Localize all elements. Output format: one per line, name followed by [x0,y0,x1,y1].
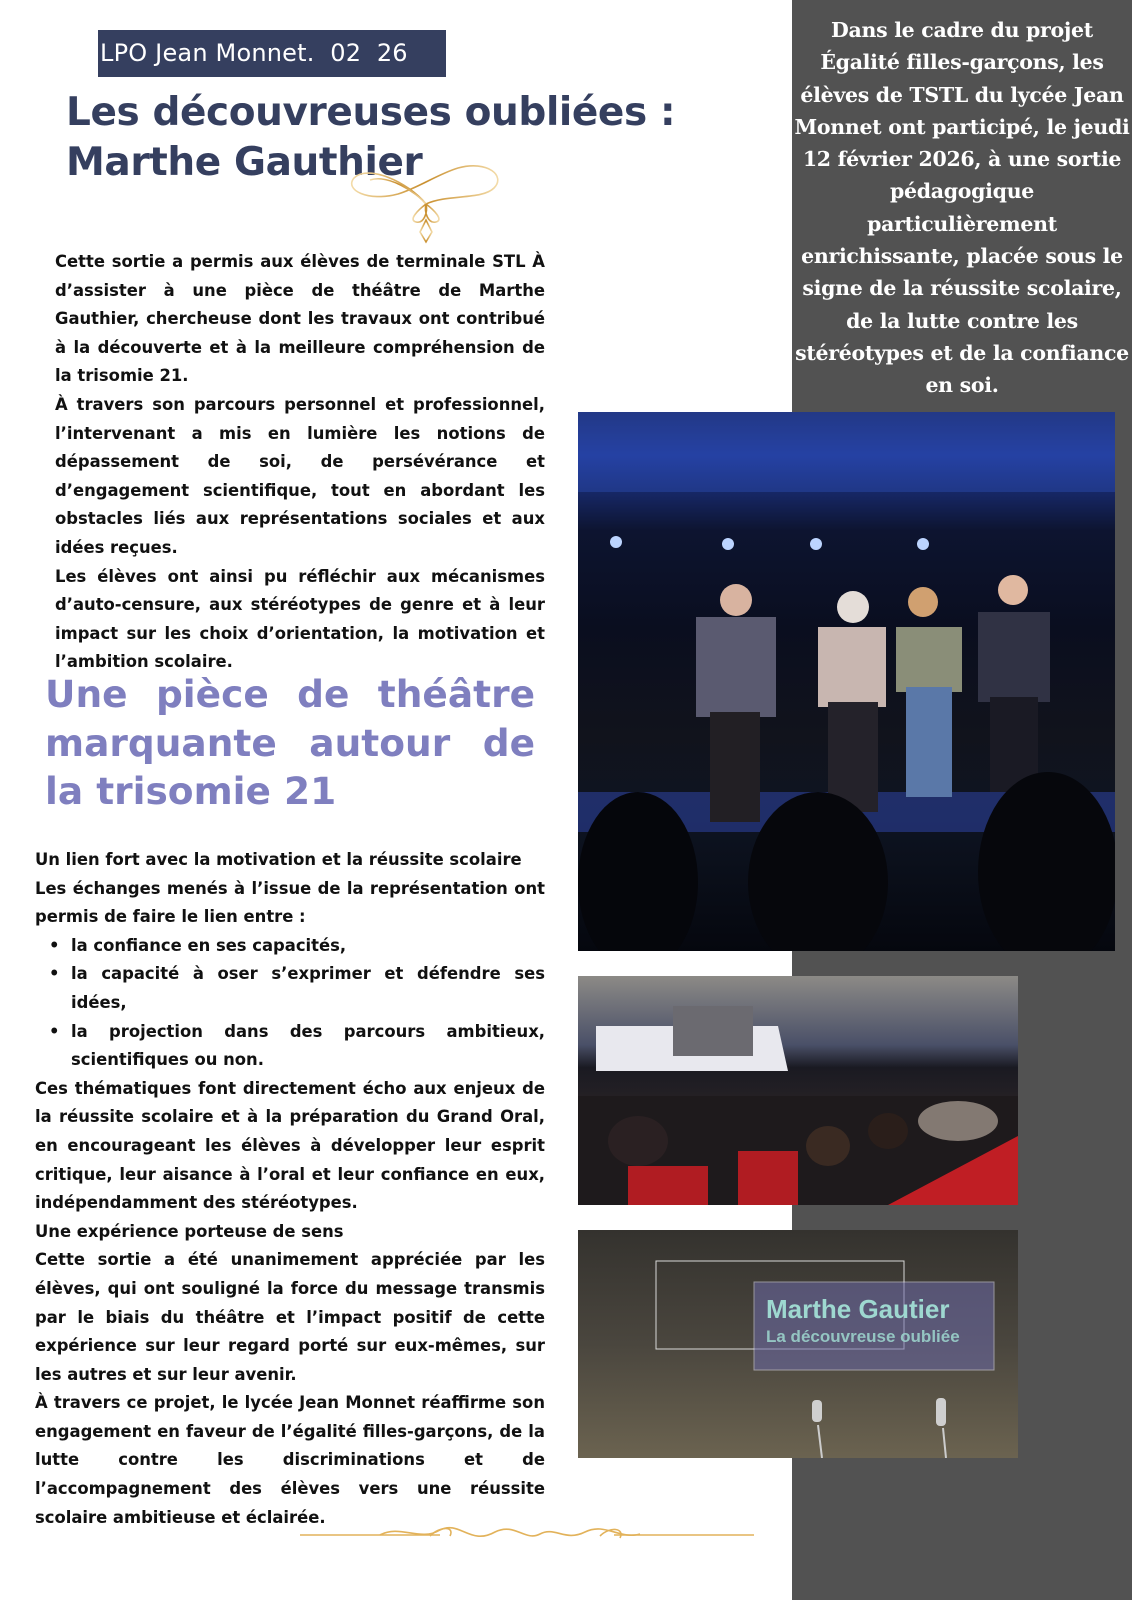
article-block-2 [35,846,545,1532]
list-item: • la projection dans des parcours ambitieux, scientifiques ou non. [71,1018,545,1075]
paragraph: Cette sortie a été unanimement appréciée par les élèves, qui ont souligné la force du message transmis par le biais du théâtre et l’impact positif de cette expérience sur leur regard porté sur eux-mêmes, sur les autres et sur leur avenir. [35,1250,545,1384]
list-item: • la confiance en ses capacités, [71,932,545,961]
intro-panel-text: Dans le cadre du projet Égalité filles-garçons, les élèves de TSTL du lycée Jean Monnet ont participé, le jeudi 12 février 2026, à une sortie pédagogique particulièrement enrichissante, placée sous le signe de la réussite scolaire, de la lutte contre les stéréotypes et de la confiance en soi. [794,18,1130,398]
divider-ornament-icon [300,1520,754,1548]
paragraph: Cette sortie a permis aux élèves de terminale STL À d’assister à une pièce de théâtre de Marthe Gauthier, chercheuse dont les travaux ont contribué à la découverte et à la meilleure compréhension de la trisomie 21. [55,252,545,386]
badge-text: LPO Jean Monnet. 02 26 [100,39,408,67]
paragraph: À travers ce projet, le lycée Jean Monnet réaffirme son engagement en faveur de l’égalité filles-garçons, de la lutte contre les discriminations et de l’accompagnement des élèves vers une réussite scolaire ambitieuse et éclairée. [35,1393,545,1527]
paragraph: À travers son parcours personnel et professionnel, l’intervenant a mis en lumière les notions de dépassement de soi, de persévérance et d’engagement scientifique, tout en abordant les obstacles liés aux représentations sociales et aux idées reçues. [55,394,545,557]
section-heading: Un lien fort avec la motivation et la réussite scolaire [35,850,522,869]
bullet-list [35,932,545,1075]
sign-title: Marthe Gautier [766,1294,950,1324]
list-item: • la capacité à oser s’exprimer et défendre ses idées, [71,960,545,1017]
section-heading: Une expérience porteuse de sens [35,1221,344,1241]
stage-photo [578,412,1115,951]
paragraph: Les échanges menés à l’issue de la représentation ont permis de faire le lien entre : [35,878,545,927]
flourish-ornament-icon [348,162,504,244]
audience-photo [578,976,1018,1205]
paragraph: Ces thématiques font directement écho aux enjeux de la réussite scolaire et à la préparation du Grand Oral, en encourageant les élèves à développer leur esprit critique, leur aisance à l’oral et leur confiance en eux, indépendamment des stéréotypes. [35,1078,545,1213]
page-title: Les découvreuses oubliées : Marthe Gauthier [66,90,676,185]
article-block-1 [55,248,545,677]
sign-photo [578,1230,1018,1458]
paragraph: Les élèves ont ainsi pu réfléchir aux mécanismes d’auto-censure, aux stéréotypes de genre et à leur impact sur les choix d’orientation, la motivation et l’ambition scolaire. [55,566,545,672]
sign-subtitle: La découvreuse oubliée [766,1327,960,1346]
header-badge [98,30,446,77]
section-subheading: Une pièce de théâtre marquante autour de la trisomie 21 [45,672,535,813]
